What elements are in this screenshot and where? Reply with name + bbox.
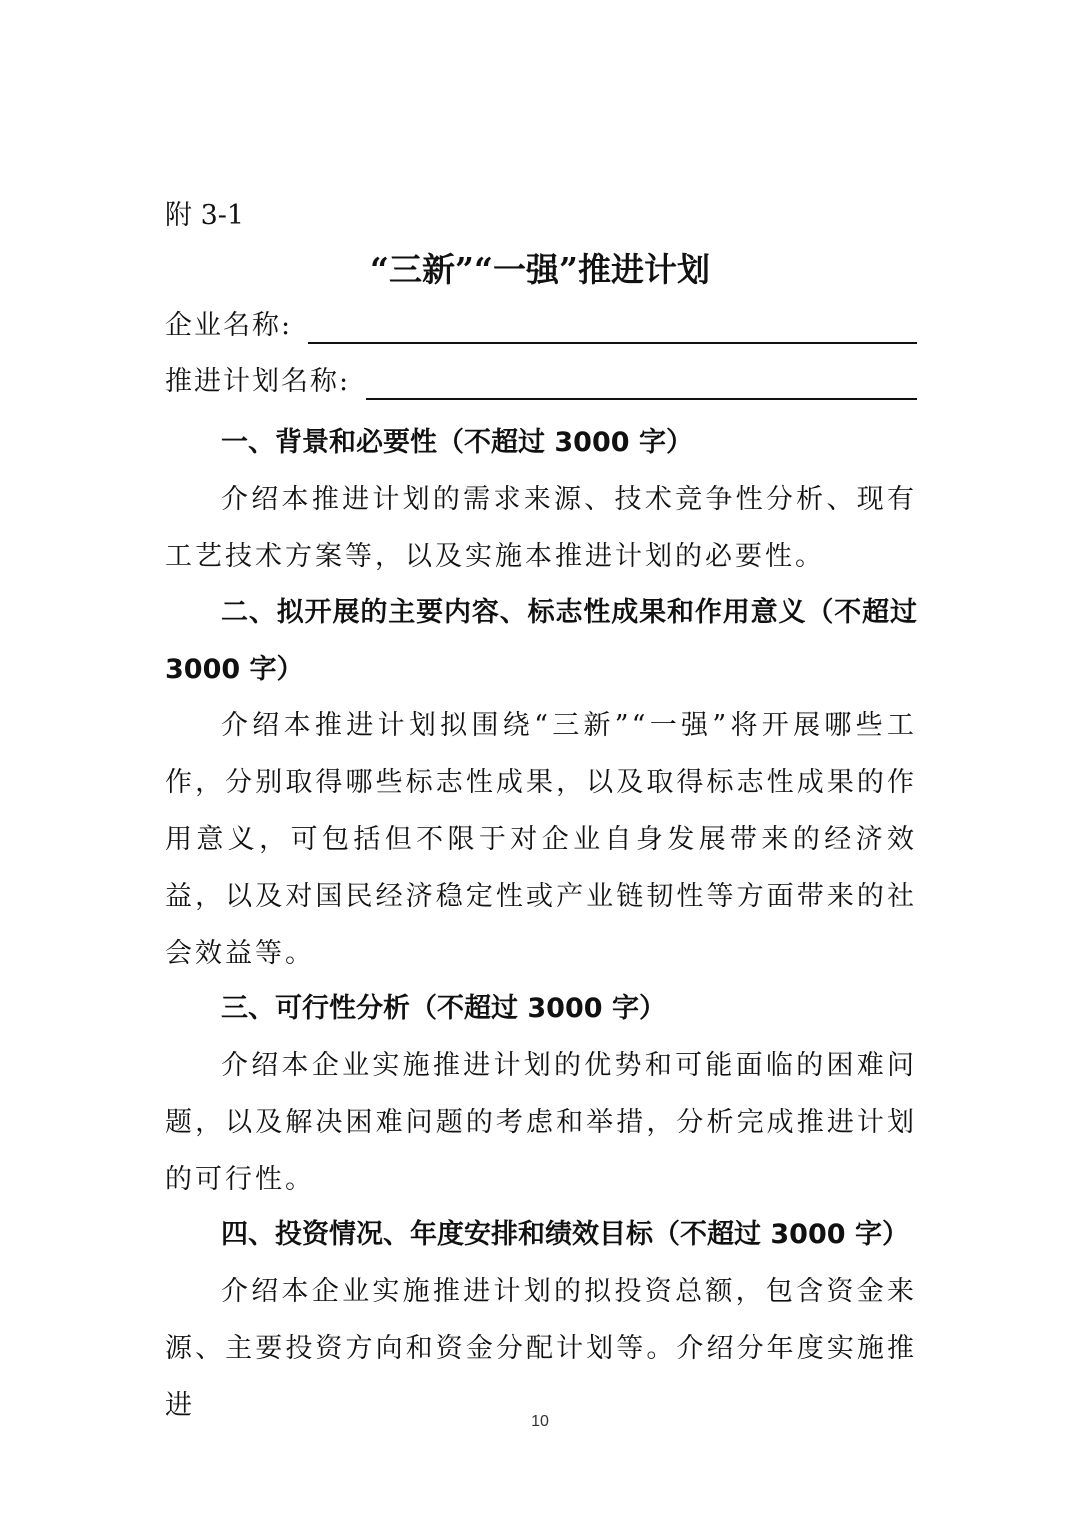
company-name-field: [165, 302, 917, 348]
document-title: “三新”“一强”推进计划: [370, 250, 710, 289]
section-3-body: 介绍本企业实施推进计划的优势和可能面临的困难问题，以及解决困难问题的考虑和举措，分析完成推进计划的可行性。: [165, 1050, 917, 1195]
company-name-label: 企业名称:: [165, 310, 293, 341]
page-number: 10: [531, 1413, 549, 1430]
company-name-blank-line: [308, 306, 917, 344]
section-4-heading: 四、投资情况、年度安排和绩效目标（不超过 3000 字）: [221, 1219, 909, 1250]
section-1-heading: 一、背景和必要性（不超过 3000 字）: [221, 427, 693, 458]
section-4-body: 介绍本企业实施推进计划的拟投资总额，包含资金来源、主要投资方向和资金分配计划等。介绍分年度实施推进: [165, 1276, 917, 1421]
appendix-label: 附 3-1: [165, 200, 245, 231]
plan-name-blank-line: [366, 362, 917, 400]
section-1-body: 介绍本推进计划的需求来源、技术竞争性分析、现有工艺技术方案等，以及实施本推进计划的必要性。: [165, 484, 917, 572]
section-2-heading: 二、拟开展的主要内容、标志性成果和作用意义（不超过 3000 字）: [165, 597, 917, 685]
plan-name-label: 推进计划名称:: [165, 366, 351, 397]
plan-name-field: [165, 358, 917, 404]
section-3-heading: 三、可行性分析（不超过 3000 字）: [221, 993, 666, 1024]
section-2-body: 介绍本推进计划拟围绕“三新”“一强”将开展哪些工作，分别取得哪些标志性成果，以及取得标志性成果的作用意义，可包括但不限于对企业自身发展带来的经济效益，以及对国民经济稳定性或产业链韧性等方面带来的社会效益等。: [165, 710, 917, 969]
